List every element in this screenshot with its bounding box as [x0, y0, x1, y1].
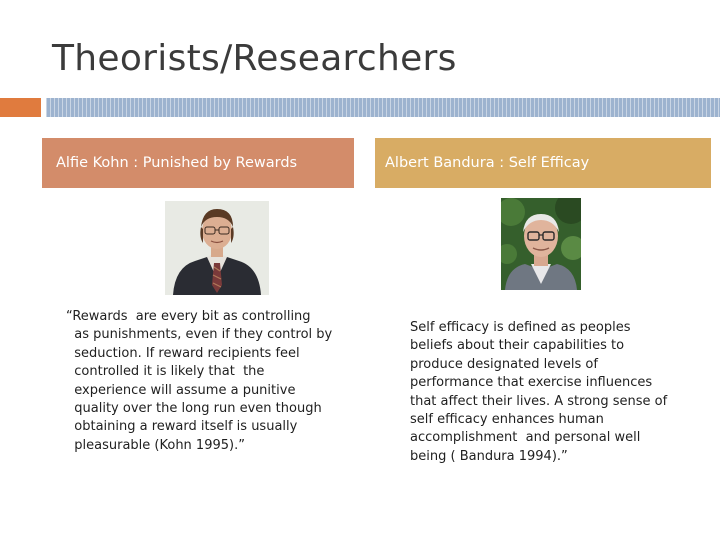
right-header-label: Albert Bandura : Self Efficay	[385, 155, 590, 171]
slide-title: Theorists/Researchers	[52, 38, 457, 79]
right-column-header	[375, 138, 711, 188]
left-header-label: Alfie Kohn : Punished by Rewards	[56, 155, 298, 171]
kohn-quote: “Rewards are every bit as controlling as punishments, even if they control by seduction. If reward recipients feel controlled it is likely that the experience will assume a punitive quality over the long run even though obtaining a reward itself is usually pleasurable (Kohn 1995).”	[66, 309, 333, 453]
bandura-quote: Self efficacy is defined as peoples beliefs about their capabilities to produce designated levels of performance that exercise influences that affect their lives. A strong sense of self efficacy enhances human accomplishment and personal well being ( Bandura 1994).”	[410, 320, 668, 464]
portrait-albert-bandura	[501, 198, 581, 290]
accent-bar-blue	[46, 98, 720, 117]
accent-bar-orange	[0, 98, 41, 117]
left-column-header	[42, 138, 354, 188]
portrait-alfie-kohn	[165, 201, 269, 295]
